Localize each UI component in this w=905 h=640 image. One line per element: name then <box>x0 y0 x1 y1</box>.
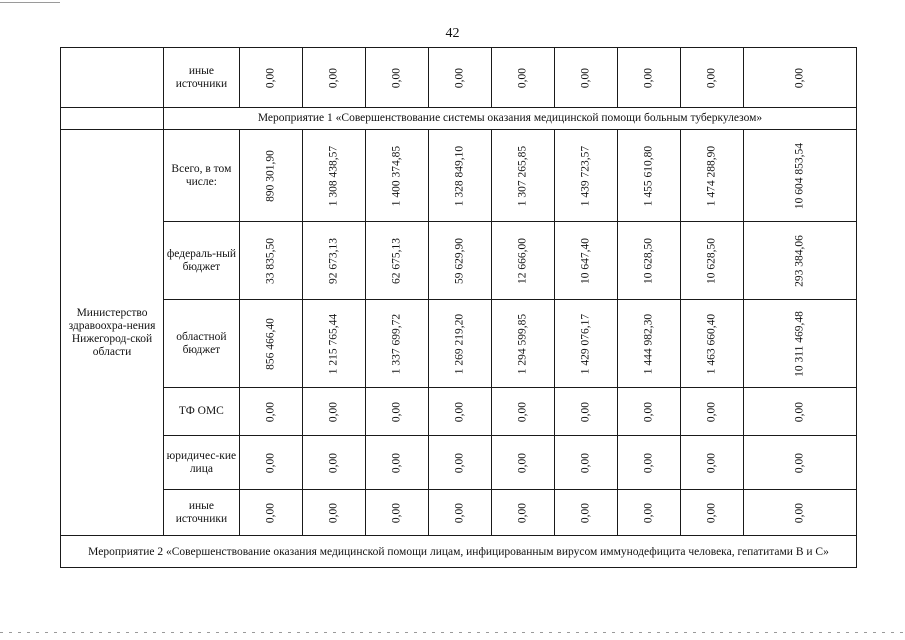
value-cell: 0,00 <box>327 67 340 88</box>
value-cell: 0,00 <box>516 67 529 88</box>
value-cell: 12 666,00 <box>516 237 529 284</box>
value-cell: 92 673,13 <box>327 237 340 284</box>
value-cell: 1 294 599,85 <box>516 313 529 374</box>
value-cell: 0,00 <box>327 452 340 473</box>
value-cell: 62 675,13 <box>390 237 403 284</box>
row-label: федераль-ный бюджет <box>164 222 240 300</box>
value-cell: 0,00 <box>264 401 277 422</box>
value-cell: 1 328 849,10 <box>453 145 466 206</box>
scan-artifact-bottom <box>0 632 905 633</box>
value-cell: 0,00 <box>642 67 655 88</box>
row-label: иные источники <box>164 490 240 536</box>
value-cell: 293 384,06 <box>793 234 806 287</box>
row-label: ТФ ОМС <box>164 388 240 436</box>
value-cell: 10 311 469,48 <box>793 310 806 377</box>
value-cell: 0,00 <box>579 401 592 422</box>
value-cell: 59 629,90 <box>453 237 466 284</box>
scan-artifact-top <box>0 2 60 3</box>
value-cell: 0,00 <box>705 452 718 473</box>
value-cell: 0,00 <box>390 452 403 473</box>
value-cell: 0,00 <box>453 67 466 88</box>
table-row-tf-oms <box>61 388 857 436</box>
organization-cell: Министерство здравоохра-нения Нижегород-ской области <box>61 130 164 536</box>
measure-1-title: Мероприятие 1 «Совершенствование системы оказания медицинской помощи больным туберкулезом» <box>164 108 857 130</box>
value-cell: 0,00 <box>793 401 806 422</box>
value-cell: 1 444 982,30 <box>642 313 655 374</box>
page-number: 42 <box>445 26 460 41</box>
table-row-federal-budget <box>61 222 857 300</box>
value-cell: 0,00 <box>516 452 529 473</box>
value-cell: 1 439 723,57 <box>579 145 592 206</box>
value-cell: 1 215 765,44 <box>327 313 340 374</box>
value-cell: 890 301,90 <box>264 149 277 202</box>
value-cell: 10 628,50 <box>705 237 718 284</box>
value-cell: 0,00 <box>705 502 718 523</box>
value-cell: 0,00 <box>516 401 529 422</box>
table-row-total <box>61 130 857 222</box>
value-cell: 0,00 <box>579 452 592 473</box>
value-cell: 0,00 <box>390 502 403 523</box>
value-cell: 1 463 660,40 <box>705 313 718 374</box>
value-cell: 1 429 076,17 <box>579 313 592 374</box>
value-cell: 1 455 610,80 <box>642 145 655 206</box>
value-cell: 1 337 699,72 <box>390 313 403 374</box>
row-label: юридичес-кие лица <box>164 436 240 490</box>
row-label: областной бюджет <box>164 300 240 388</box>
value-cell: 0,00 <box>793 452 806 473</box>
value-cell: 10 604 853,54 <box>793 142 806 209</box>
value-cell: 0,00 <box>793 502 806 523</box>
budget-table <box>60 47 857 568</box>
value-cell: 0,00 <box>705 67 718 88</box>
value-cell: 0,00 <box>579 67 592 88</box>
value-cell: 0,00 <box>642 452 655 473</box>
row-label: иные источники <box>164 48 240 108</box>
value-cell: 1 269 219,20 <box>453 313 466 374</box>
table-row-regional-budget <box>61 300 857 388</box>
value-cell: 10 628,50 <box>642 237 655 284</box>
org-cell-empty <box>61 108 164 130</box>
value-cell: 0,00 <box>453 452 466 473</box>
value-cell: 0,00 <box>327 502 340 523</box>
value-cell: 0,00 <box>390 67 403 88</box>
value-cell: 0,00 <box>793 67 806 88</box>
value-cell: 0,00 <box>264 67 277 88</box>
value-cell: 0,00 <box>453 401 466 422</box>
measure-2-row <box>61 536 857 568</box>
value-cell: 0,00 <box>264 452 277 473</box>
value-cell: 0,00 <box>327 401 340 422</box>
value-cell: 0,00 <box>579 502 592 523</box>
value-cell: 0,00 <box>516 502 529 523</box>
table-row-legal-entities <box>61 436 857 490</box>
measure-2-title: Мероприятие 2 «Совершенствование оказания медицинской помощи лицам, инфицированным вирусом иммунодефицита человека, гепатитами В и С» <box>61 536 857 568</box>
value-cell: 0,00 <box>642 401 655 422</box>
value-cell: 856 466,40 <box>264 317 277 370</box>
value-cell: 1 474 288,90 <box>705 145 718 206</box>
value-cell: 33 835,50 <box>264 237 277 284</box>
value-cell: 0,00 <box>705 401 718 422</box>
table-row-other-sources <box>61 490 857 536</box>
org-cell-empty <box>61 48 164 108</box>
measure-1-row <box>61 108 857 130</box>
table-row-top-other-sources <box>61 48 857 108</box>
value-cell: 10 647,40 <box>579 237 592 284</box>
value-cell: 0,00 <box>642 502 655 523</box>
value-cell: 1 307 265,85 <box>516 145 529 206</box>
value-cell: 1 400 374,85 <box>390 145 403 206</box>
value-cell: 0,00 <box>390 401 403 422</box>
value-cell: 1 308 438,57 <box>327 145 340 206</box>
row-label: Всего, в том числе: <box>164 130 240 222</box>
value-cell: 0,00 <box>264 502 277 523</box>
value-cell: 0,00 <box>453 502 466 523</box>
